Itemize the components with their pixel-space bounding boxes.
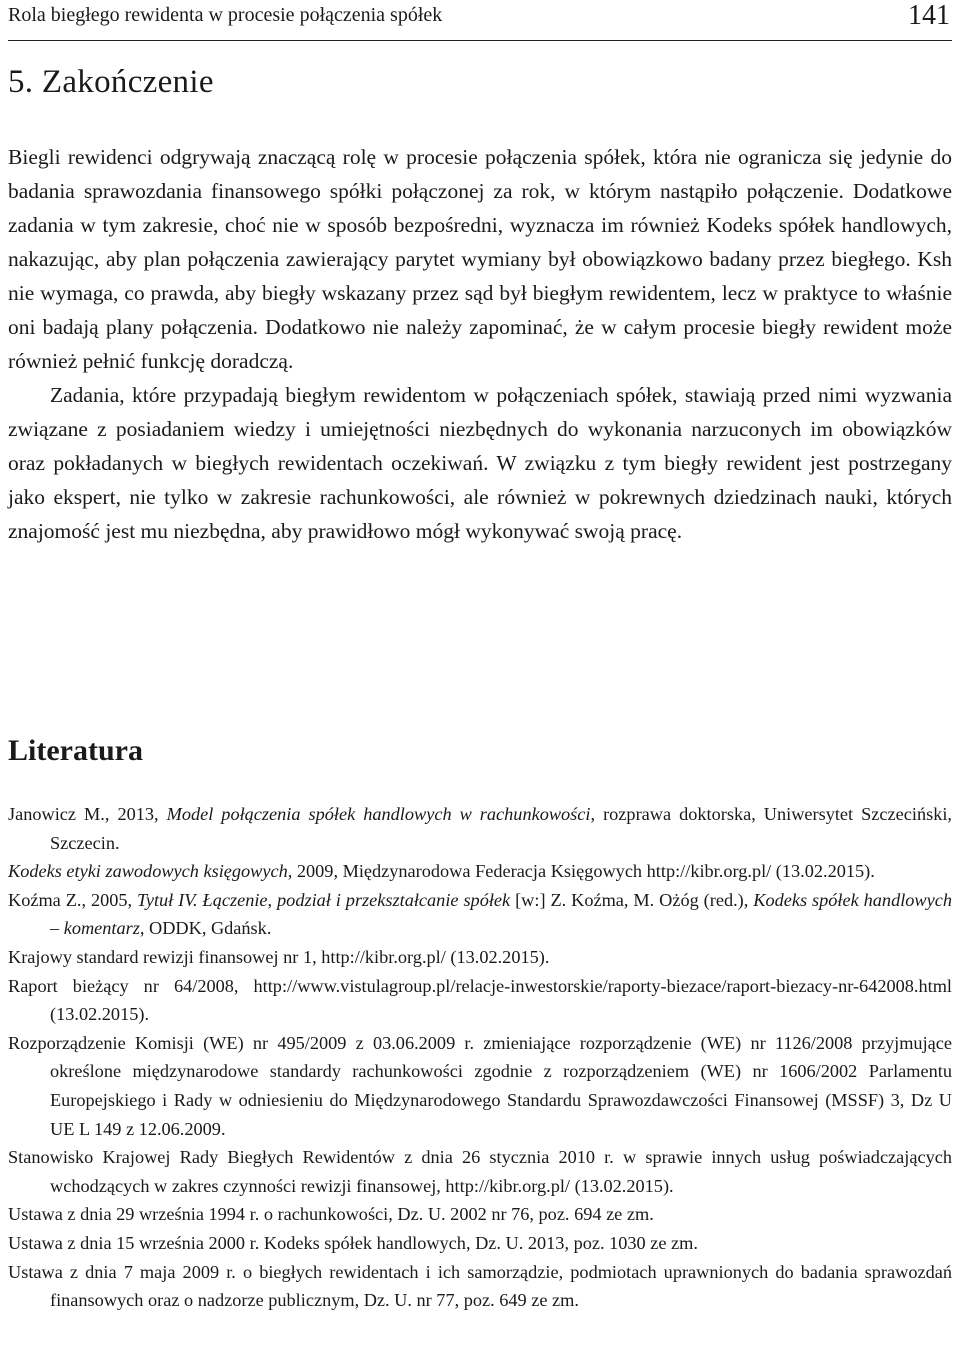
bibliography-entry: Stanowisko Krajowej Rady Biegłych Rewidentów z dnia 26 stycznia 2010 r. w sprawie innych usług poświadczających wchodzących w zakres czynności rewizji finansowej, http://kibr.org.pl/ (13.02.2015).: [8, 1147, 952, 1196]
bibliography-entry: Kodeks etyki zawodowych księgowych, 2009, Międzynarodowa Federacja Księgowych http://kibr.org.pl/ (13.02.2015).: [8, 861, 875, 882]
bibliography-entry: Ustawa z dnia 15 września 2000 r. Kodeks spółek handlowych, Dz. U. 2013, poz. 1030 ze zm.: [8, 1232, 698, 1253]
page-number: 141: [908, 0, 950, 31]
paragraph-2: Zadania, które przypadają biegłym rewidentom w połączeniach spółek, stawiają przed nimi wyzwania związane z posiadaniem wiedzy i umiejętności niezbędnych do wykonania narzuconych im obowiązków oraz pokładanych w biegłych rewidentach oczekiwań. W związku z tym biegły rewident jest postrzegany jako ekspert, nie tylko w zakresie rachunkowości, ale również w pokrewnych dziedzinach nauki, których znajomość jest mu niezbędna, aby prawidłowo mógł wykonywać swoją pracę.: [8, 383, 952, 543]
bibliography-entry: Ustawa z dnia 7 maja 2009 r. o biegłych rewidentach i ich samorządzie, podmiotach uprawnionych do badania sprawozdań finansowych oraz o nadzorze publicznym, Dz. U. nr 77, poz. 649 ze zm.: [8, 1261, 952, 1311]
paragraph-1: Biegli rewidenci odgrywają znaczącą rolę w procesie połączenia spółek, która nie ogranicza się jedynie do badania sprawozdania finansowego spółki połączonej za rok, w którym nastąpiło połączenie. Dodatkowe zadania w tym zakresie, choć nie w sposób bezpośredni, wyznacza im również Kodeks spółek handlowych, nakazując, aby plan połączenia zawierający parytet wymiany był obowiązkowo badany przez biegłego. Ksh nie wymaga, co prawda, aby biegły wskazany przez sąd był biegłym rewidentem, lecz w praktyce to właśnie oni badają plany połączenia. Dodatkowo nie należy zapominać, że w całym procesie biegły rewident może również pełnić funkcję doradczą.: [8, 145, 952, 373]
bibliography-entry: Janowicz M., 2013, Model połączenia spółek handlowych w rachunkowości, rozprawa doktorska, Uniwersytet Szczeciński, Szczecin.: [8, 804, 953, 853]
running-header: [8, 0, 952, 41]
bibliography-entry: Raport bieżący nr 64/2008, http://www.vistulagroup.pl/relacje-inwestorskie/raporty-biezace/raport-biezacy-nr-642008.html (13.02.2015).: [8, 975, 952, 1025]
bibliography-entry: Koźma Z., 2005, Tytuł IV. Łączenie, podział i przekształcanie spółek [w:] Z. Koźma, M. Ożóg (red.), Kodeks spółek handlowych – komentarz, ODDK, Gdańsk.: [8, 889, 952, 939]
bibliography-list: [8, 800, 952, 1315]
body-text: [8, 140, 952, 548]
bibliography-entry: Krajowy standard rewizji finansowej nr 1, http://kibr.org.pl/ (13.02.2015).: [8, 946, 550, 967]
running-title: Rola biegłego rewidenta w procesie połączenia spółek: [8, 4, 443, 26]
bibliography-entry: Ustawa z dnia 29 września 1994 r. o rachunkowości, Dz. U. 2002 nr 76, poz. 694 ze zm.: [8, 1204, 654, 1225]
bibliography-entry: Rozporządzenie Komisji (WE) nr 495/2009 z 03.06.2009 r. zmieniające rozporządzenie (WE) nr 1126/2008 przyjmujące określone międzynarodowe standardy rachunkowości zgodnie z rozporządzeniem (WE) nr 1606/2002 Parlamentu Europejskiego i Rady w odniesieniu do Międzynarodowego Standardu Sprawozdawczości Finansowej (MSSF) 3, Dz U UE L 149 z 12.06.2009.: [8, 1032, 952, 1139]
section-heading: 5. Zakończenie: [8, 64, 214, 100]
bibliography-heading: Literatura: [8, 734, 143, 767]
